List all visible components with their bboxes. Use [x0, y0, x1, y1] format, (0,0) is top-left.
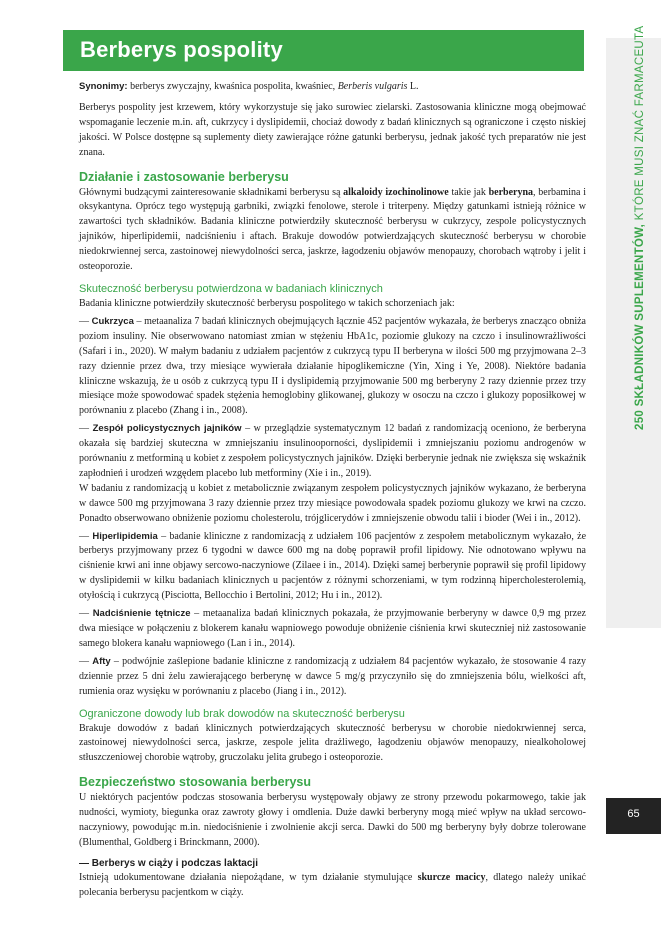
item-text: – podwójnie zaślepione badanie kliniczne z randomizacją z udziałem 84 pacjentów wykazało, że stosowanie 4 razy dziennie przez 5 dni żelu zawierającego berberynę w dawce 5 mg/g przyczyniło się do zmniejszenia bólu, wielkości aft, rumienia oraz wysięku w porównaniu z placebo (Jiang i in., 2012). [79, 655, 587, 697]
page-title: Berberys pospolity [80, 37, 283, 62]
dash: — [79, 315, 92, 327]
article-body [79, 80, 586, 901]
item-text: – metaanaliza 7 badań klinicznych obejmujących łącznie 452 pacjentów wykazała, że berberys znacząco obniża poziom insuliny. Nie obserwowano natomiast zmian w stężeniu HbA1c, poziomie glukozy na czczo i insulinowrażliwości (Safari i in., 2020). W małym badaniu z udziałem pacjentów z cukrzycą typu II berberyna w ilości 500 mg przyjmowana 2–3 razy dziennie przez dwa, trzy miesiące wywierała działanie hipoglikemiczne (Yin, Xing i Ye, 2008). Niektóre badania kliniczne wskazują, że u osób z cukrzycą typu II i dyslipidemią przyjmowanie 500 mg berberyny 2 razy dziennie przez trzy miesiące może spowodować spadek stężenia hemoglobiny glikowanej, glukozy w osoczu na czczo i glukozy poposiłkowej w porównaniu z placebo (Zhang i in., 2008). [79, 315, 586, 417]
list-item [79, 315, 586, 419]
item-name: Afty [92, 655, 111, 667]
synonyms-text: berberys zwyczajny, kwaśnica pospolita, kwaśniec, [127, 81, 338, 92]
item-extra: W badaniu z randomizacją u kobiet z metabolicznie związanym zespołem policystycznych jajników wykazano, że berberyna w dawce 500 mg przyjmowana 3 razy dziennie przez trzy miesiące powodowała spadek poziomu glukozy we krwi na czczo. Ponadto obserwowano obniżenie poziomu cholesterolu, trójglicerydów i zmniejszenie obwodu talii i bioder (Wei i in., 2012). [79, 482, 586, 524]
list-item [79, 422, 586, 526]
dash: — [79, 655, 93, 667]
pregnancy-bold: skurcze macicy [417, 871, 486, 883]
book-title-rest: KTÓRE MUSI ZNAĆ FARMACEUTA [634, 25, 646, 224]
pregnancy-heading: — Berberys w ciąży i podczas laktacji [79, 857, 258, 869]
dash: — [79, 423, 93, 435]
pregnancy-text-c: , dlatego należy unikać polecania berberysu pacjentkom w ciąży. [79, 871, 586, 898]
item-name: Zespół policystycznych jajników [92, 423, 242, 435]
action-bold-berberine: berberyna [488, 186, 534, 198]
dash: — [79, 530, 93, 542]
item-text: – w przeglądzie systematycznym 12 badań z randomizacją oceniono, że berberyna okazała się bardziej skuteczna w zmniejszaniu insulinooporności, dyslipidemii i zmniejszaniu poziomu androgenów w porównaniu z metforminą u kobiet z zespołem policystycznych jajników. Dzięki berberynie jednak nie zwiększa się wskaźnik zapłodnień i urodzeń wzgędem placebo lub metforminy (Xie i in., 2019). [79, 423, 586, 479]
item-text: – badanie kliniczne z randomizacją z udziałem 106 pacjentów z zespołem metabolicznym wykazało, że berberys przyjmowany przez 6 tygodni w dawce 600 mg na dobę poprawił profil lipidowy. Nie odnotowano wpływu na ciśnienie krwi ani inne objawy sercowo-naczyniowe (Zilaee i in., 2014). Dzięki samej berberynie poprawił się profil lipidowy w dyslipidemii w kilku badaniach klinicznych u pacjentów z różnymi schorzeniami, w tym rodzinną hipercholesterolemią, otyłością i cukrzycą (Pisciotta, Bellocchio i Bertolini, 2012; Hu i in., 2012). [79, 530, 587, 602]
action-text-d: , berbamina i oksykantyna. Oprócz tego występują garbniki, związki fenolowe, sterole i triterpeny. Między gatunkami istnieją różnice w zawartości tych składników. Badania kliniczne potwierdziły skuteczność berberysu w cukrzycy, zespole policystycznych jajników, hiperlipidemii, nadciśnieniu i aftach. Brakuje dowodów potwierdzających skuteczność berberysu w chorobie niedokrwiennej serca, zastoinowej niewydolności serca, jaskrze, łagodzeniu objawów menopauzy, chorobach wątroby i jelit i osteoporozie. [79, 186, 587, 273]
pregnancy-paragraph [79, 871, 586, 901]
item-name: Cukrzyca [91, 315, 134, 327]
section-heading-action: Działanie i zastosowanie berberysu [79, 169, 289, 184]
list-item [79, 655, 586, 700]
action-text-a: Głównymi budzącymi zainteresowanie składnikami berberysu są [79, 186, 344, 198]
page-number: 65 [627, 808, 640, 820]
action-bold-alkaloids: alkaloidy izochinolinowe [343, 186, 449, 198]
intro-paragraph: Berberys pospolity jest krzewem, który wykorzystuje się jako surowiec zielarski. Zastosowania kliniczne mogą obejmować wspomaganie leczenie m.in. aft, cukrzycy i dyslipidemii, chociaż dowody z badań klinicznych są ograniczone i często niskiej jakości. W Polsce dostępne są suplementy diety zawierające różne gatunki berberysu, jednak jakość tych preparatów nie jest znana. [79, 101, 586, 158]
section-heading-safety: Bezpieczeństwo stosowania berberysu [79, 775, 312, 790]
book-title-bold: 250 SKŁADNIKÓW SUPLEMENTÓW, [634, 223, 646, 430]
pregnancy-text-a: Istnieją udokumentowane działania niepożądane, w tym działanie stymulujące [79, 871, 418, 883]
efficacy-lead: Badania kliniczne potwierdziły skuteczność berberysu pospolitego w takich schorzeniach jak: [79, 297, 455, 309]
item-text: – metaanaliza badań klinicznych pokazała, że przyjmowanie berberyny w dawce 0,9 mg przez dwa miesiące w połączeniu z blokerem kanału wapniowego powoduje obniżenie ciśnienia krwi skuteczniej niż zastosowanie samego blokera kanału wapniowego (Lan i in., 2014). [79, 608, 586, 649]
item-name: Nadciśnienie tętnicze [92, 608, 191, 620]
list-item [79, 607, 586, 652]
book-title-vertical [634, 26, 646, 430]
action-text-c: takie jak [448, 186, 489, 198]
section-heading-efficacy: Skuteczność berberysu potwierdzona w badaniach klinicznych [79, 282, 383, 295]
item-name: Hiperlipidemia [92, 530, 158, 542]
synonyms-label: Synonimy: [79, 81, 128, 92]
latin-name: Berberis vulgaris [337, 81, 408, 92]
safety-paragraph: U niektórych pacjentów podczas stosowania berberysu występowały objawy ze strony przewodu pokarmowego, takie jak nudności, wymioty, biegunka oraz zawroty głowy i omdlenia. Duże dawki berberyny mogą mieć wpływ na układ sercowo-naczyniowy, powodując m.in. niedociśnienie i zwolnienie akcji serca. Dawki do 500 mg berberyny były dobrze tolerowane (Blumenthal, Goldberg i Brinckmann, 2000). [79, 792, 586, 848]
synonyms-end: L. [407, 81, 419, 92]
section-heading-limited: Ograniczone dowody lub brak dowodów na skuteczność berberysu [79, 707, 405, 720]
action-paragraph [79, 186, 586, 275]
list-item [79, 530, 586, 605]
limited-paragraph: Brakuje dowodów z badań klinicznych potwierdzających skuteczność berberysu w chorobie niedokrwiennej serca, zastoinowej niewydolności serca, jaskrze, zespole jelita drażliwego, łagodzeniu objawów menopauzy, niealkoholowej stłuszczeniowej chorobie wątroby, gruczolaku jelita grubego i osteoporozie. [79, 722, 586, 764]
synonyms [79, 80, 586, 95]
dash: — [79, 608, 93, 620]
